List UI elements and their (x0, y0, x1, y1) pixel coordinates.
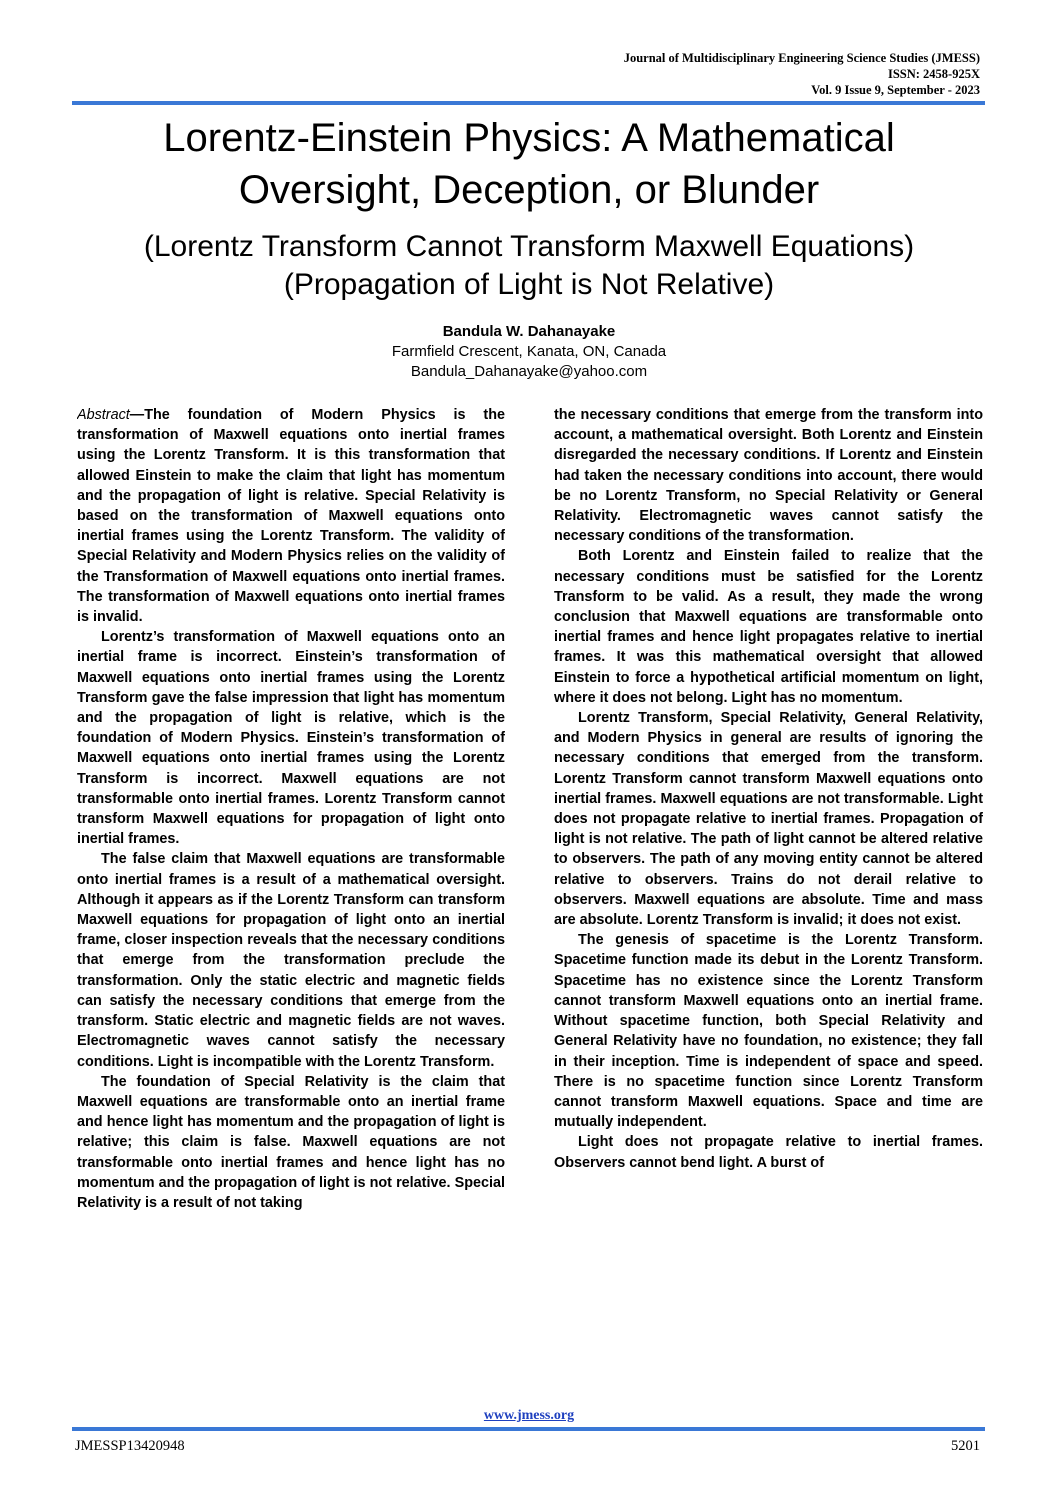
author-affiliation: Farmfield Crescent, Kanata, ON, Canada (391, 343, 667, 360)
abstract-paragraph-4: The foundation of Special Relativity is the claim that Maxwell equations are transformable onto an inertial frame and hence light has momentum and the propagation of light is relative; this claim is false. Maxwell equations are not transformable onto inertial frames and hence light has no momentum and the propagation of light is not relative. Special Relativity is a result of not taking (77, 1073, 505, 1211)
right-column (554, 405, 983, 1383)
footer-rule (72, 1427, 985, 1431)
abstract-paragraph-8: The genesis of spacetime is the Lorentz Transform. Spacetime function made its debut in the Lorentz Transform. Spacetime has no existence since the Lorentz Transform cannot transform Maxwell equations onto an inertial frame. Without spacetime function, both Special Relativity and General Relativity have no foundation, no existence; they fall in their inception. Time is independent of space and speed. There is no spacetime function since Lorentz Transform cannot transform Maxwell equations. Space and time are mutually independent. (554, 932, 983, 1131)
abstract-paragraph-2: Lorentz’s transformation of Maxwell equations onto an inertial frame is incorrect. Einstein’s transformation of Maxwell equations onto inertial frames using the Lorentz Transform gave the false impression that light has momentum and the propagation of light is relative, which is the foundation of Modern Physics. Einstein’s transformation of Maxwell equations onto inertial frames using the Lorentz Transform is incorrect. Maxwell equations are not transformable onto inertial frames. Lorentz Transform cannot transform Maxwell equations for propagation of light onto inertial frames. (77, 629, 505, 848)
abstract-paragraph-9: Light does not propagate relative to inertial frames. Observers cannot bend light. A burst of (554, 1134, 983, 1171)
title-line-1: Lorentz-Einstein Physics: A Mathematical (163, 116, 895, 160)
author-name: Bandula W. Dahanayake (442, 323, 616, 340)
journal-volume: Vol. 9 Issue 9, September - 2023 (811, 83, 980, 97)
abstract-paragraph-3: The false claim that Maxwell equations are transformable onto inertial frames is a result of a mathematical oversight. Although it appears as if the Lorentz Transform can transform Maxwell equations for propagation of light onto an inertial frame, closer inspection reveals that the necessary conditions that emerge from the transformation preclude the transformation. Only the static electric and magnetic fields can satisfy the necessary conditions that emerge from the transform. Static electric and magnetic fields are not waves. Electromagnetic waves cannot satisfy the necessary conditions. Light is incompatible with the Lorentz Transform. (77, 851, 505, 1070)
author-email: Bandula_Dahanayake@yahoo.com (410, 363, 648, 380)
header-rule (72, 101, 985, 105)
journal-issn: ISSN: 2458-925X (887, 67, 980, 81)
abstract-paragraph-1 (77, 405, 505, 627)
journal-name: Journal of Multidisciplinary Engineering Science Studies (JMESS) (623, 51, 980, 65)
paper-title (60, 112, 998, 216)
page-number: 5201 (951, 1438, 980, 1454)
subtitle-line-2: (Propagation of Light is Not Relative) (283, 268, 775, 301)
author-block (60, 322, 998, 382)
left-column (77, 405, 505, 1383)
website-link[interactable]: www.jmess.org (483, 1408, 575, 1423)
abstract-dash: — (129, 407, 145, 423)
abstract-label: Abstract (77, 407, 130, 423)
abstract-paragraph-5: the necessary conditions that emerge from the transform into account, a mathematical oversight. Both Lorentz and Einstein disregarded the necessary conditions. If Lorentz and Einstein had taken the necessary conditions into account, there would be no Lorentz Transform, no Special Relativity or General Relativity. Electromagnetic waves cannot satisfy the necessary conditions of the transformation. (554, 407, 983, 545)
journal-header (624, 50, 980, 98)
abstract-paragraph-7: Lorentz Transform, Special Relativity, General Relativity, and Modern Physics in general are results of ignoring the necessary conditions that emerged from the transform. Lorentz Transform cannot transform Maxwell equations onto inertial frames. Maxwell equations are not transformable. Light does not propagate relative to inertial frames. Propagation of light is not relative. The path of light cannot be altered relative to observers. The path of any moving entity cannot be altered relative to observers. Trains do not derail relative to observers. Maxwell equations are absolute. Time and mass are absolute. Lorentz Transform is invalid; it does not exist. (554, 710, 983, 929)
subtitle-line-1: (Lorentz Transform Cannot Transform Maxwell Equations) (143, 230, 915, 263)
abstract-paragraph-6: Both Lorentz and Einstein failed to realize that the necessary conditions must be satisfied for the Lorentz Transform to be valid. As a result, they made the wrong conclusion that Maxwell equations are transformable onto inertial frames and hence light propagates relative to inertial frames. It was this mathematical oversight that allowed Einstein to force a hypothetical artificial momentum on light, where it does not belong. Light has no momentum. (554, 548, 983, 706)
title-line-2: Oversight, Deception, or Blunder (238, 168, 820, 212)
paper-subtitle (60, 228, 998, 304)
paper-id: JMESSP13420948 (75, 1438, 185, 1454)
abstract-text-1: The foundation of Modern Physics is the transformation of Maxwell equations onto inertial frames using the Lorentz Transform. It is this transformation that allowed Einstein to make the claim that light has momentum and the propagation of light is relative. Special Relativity is based on the transformation of Maxwell equations onto inertial frames using the Lorentz Transform. The validity of Special Relativity and Modern Physics relies on the validity of the Transformation of Maxwell equations onto inertial frames. The transformation of Maxwell equations onto inertial frames is invalid. (77, 407, 505, 626)
